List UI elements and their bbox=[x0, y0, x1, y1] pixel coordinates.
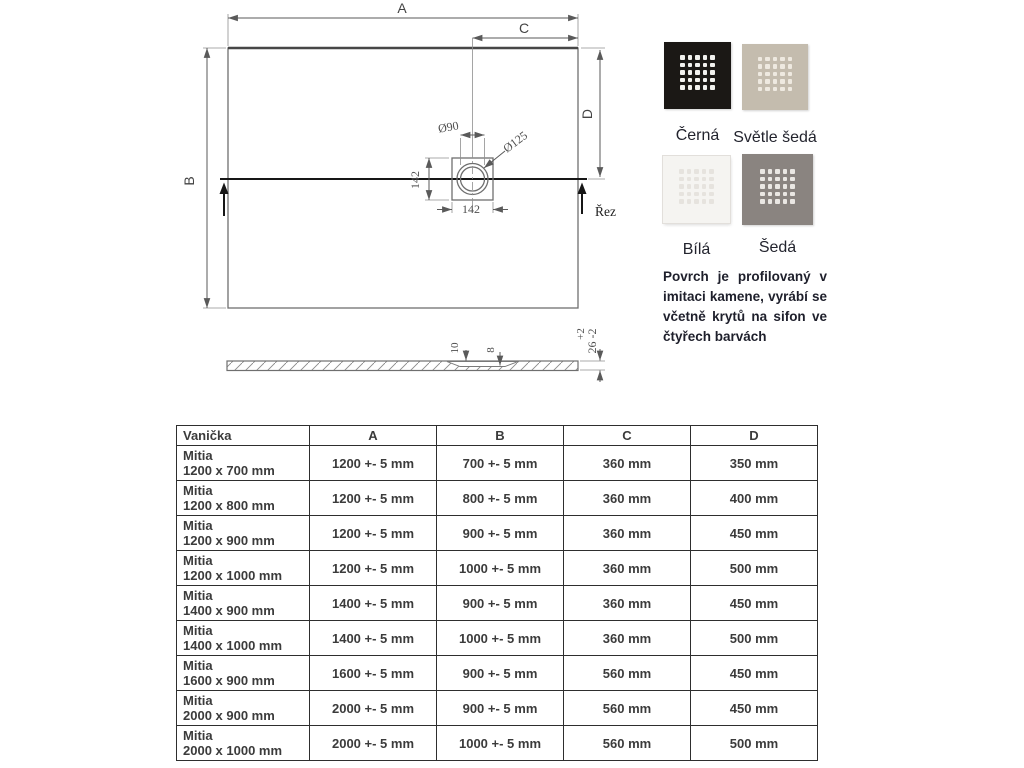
cell-c: 360 mm bbox=[564, 586, 691, 621]
color-swatch bbox=[742, 154, 813, 256]
cell-a: 2000 +- 5 mm bbox=[310, 691, 437, 726]
drain-holes-pattern bbox=[758, 57, 793, 92]
cell-a: 1200 +- 5 mm bbox=[310, 551, 437, 586]
cell-d: 500 mm bbox=[691, 621, 818, 656]
cell-a: 1400 +- 5 mm bbox=[310, 621, 437, 656]
model-name: Mitia bbox=[183, 553, 213, 568]
cell-d: 350 mm bbox=[691, 446, 818, 481]
model-name: Mitia bbox=[183, 518, 213, 533]
section-label: Řez bbox=[595, 204, 616, 219]
header-d: D bbox=[691, 426, 818, 446]
color-swatch bbox=[733, 44, 817, 146]
dim-label-d: D bbox=[579, 108, 595, 120]
cell-b: 900 +- 5 mm bbox=[437, 691, 564, 726]
cell-b: 800 +- 5 mm bbox=[437, 481, 564, 516]
cell-c: 360 mm bbox=[564, 446, 691, 481]
header-a: A bbox=[310, 426, 437, 446]
table-row bbox=[177, 586, 818, 621]
dim-label-c: C bbox=[518, 20, 530, 36]
table-row bbox=[177, 481, 818, 516]
cell-d: 500 mm bbox=[691, 726, 818, 761]
cell-c: 560 mm bbox=[564, 726, 691, 761]
section-slab bbox=[227, 361, 578, 371]
cell-d: 500 mm bbox=[691, 551, 818, 586]
drain-cover-preview bbox=[664, 42, 731, 109]
cell-b: 1000 +- 5 mm bbox=[437, 621, 564, 656]
cell-d: 450 mm bbox=[691, 656, 818, 691]
size-table bbox=[176, 425, 818, 761]
cell-a: 1600 +- 5 mm bbox=[310, 656, 437, 691]
cell-a: 1200 +- 5 mm bbox=[310, 481, 437, 516]
drain-box-width-label: 142 bbox=[462, 202, 480, 216]
profile-depth-outer-label: 10 bbox=[449, 342, 461, 354]
color-swatch bbox=[663, 156, 730, 258]
cell-d: 450 mm bbox=[691, 691, 818, 726]
drain-box-height-label: 142 bbox=[408, 171, 422, 189]
model-size: 1200 x 900 mm bbox=[183, 533, 275, 548]
cell-d: 450 mm bbox=[691, 516, 818, 551]
drain-holes-pattern bbox=[760, 169, 795, 204]
table-row bbox=[177, 446, 818, 481]
cell-b: 1000 +- 5 mm bbox=[437, 551, 564, 586]
cell-d: 450 mm bbox=[691, 586, 818, 621]
cell-b: 900 +- 5 mm bbox=[437, 586, 564, 621]
cell-c: 360 mm bbox=[564, 516, 691, 551]
model-size: 2000 x 900 mm bbox=[183, 708, 275, 723]
color-swatch bbox=[664, 42, 731, 144]
drain-holes-pattern bbox=[679, 169, 714, 204]
model-size: 2000 x 1000 mm bbox=[183, 743, 283, 758]
table-row bbox=[177, 551, 818, 586]
drain-cover-preview bbox=[742, 154, 813, 225]
cell-a: 2000 +- 5 mm bbox=[310, 726, 437, 761]
model-name: Mitia bbox=[183, 693, 213, 708]
dim-label-b: B bbox=[181, 176, 197, 186]
model-name: Mitia bbox=[183, 623, 213, 638]
model-size: 1400 x 900 mm bbox=[183, 603, 275, 618]
model-name: Mitia bbox=[183, 588, 213, 603]
table-row bbox=[177, 656, 818, 691]
model-name: Mitia bbox=[183, 448, 213, 463]
header-vanicka: Vanička bbox=[177, 426, 310, 446]
cell-c: 360 mm bbox=[564, 551, 691, 586]
cell-c: 360 mm bbox=[564, 621, 691, 656]
drain-inner-diameter-label: Ø90 bbox=[436, 118, 460, 136]
thickness-value-label: 26 -2 bbox=[585, 328, 599, 354]
color-name: Bílá bbox=[682, 241, 711, 258]
cell-b: 900 +- 5 mm bbox=[437, 656, 564, 691]
model-size: 1200 x 1000 mm bbox=[183, 568, 283, 583]
table-row bbox=[177, 516, 818, 551]
cell-a: 1200 +- 5 mm bbox=[310, 446, 437, 481]
dim-label-a: A bbox=[397, 0, 407, 16]
table-row bbox=[177, 726, 818, 761]
section-drain-recess bbox=[447, 362, 518, 367]
table-row bbox=[177, 621, 818, 656]
model-size: 1200 x 800 mm bbox=[183, 498, 275, 513]
table-row bbox=[177, 691, 818, 726]
table-header-row bbox=[177, 426, 818, 446]
color-name: Černá bbox=[675, 127, 720, 144]
size-table-body bbox=[177, 446, 818, 761]
header-c: C bbox=[564, 426, 691, 446]
surface-description: Povrch je profilovaný v imitaci kamene, vyrábí se včetně krytů na sifon ve čtyřech barvách bbox=[663, 269, 827, 344]
drain-holes-pattern bbox=[680, 55, 715, 90]
model-name: Mitia bbox=[183, 483, 213, 498]
model-size: 1200 x 700 mm bbox=[183, 463, 275, 478]
color-name: Světle šedá bbox=[733, 129, 817, 146]
cell-c: 360 mm bbox=[564, 481, 691, 516]
thickness-tolerance-plus-label: +2 bbox=[575, 328, 587, 340]
drain-cover-preview bbox=[742, 44, 808, 110]
header-b: B bbox=[437, 426, 564, 446]
model-name: Mitia bbox=[183, 728, 213, 743]
drain-cover-preview bbox=[663, 156, 730, 223]
cell-a: 1200 +- 5 mm bbox=[310, 516, 437, 551]
color-name: Šedá bbox=[758, 239, 797, 256]
cell-d: 400 mm bbox=[691, 481, 818, 516]
model-name: Mitia bbox=[183, 658, 213, 673]
model-size: 1600 x 900 mm bbox=[183, 673, 275, 688]
cell-b: 1000 +- 5 mm bbox=[437, 726, 564, 761]
drain-outer-diameter-label: Ø125 bbox=[500, 128, 531, 156]
cell-b: 700 +- 5 mm bbox=[437, 446, 564, 481]
cell-a: 1400 +- 5 mm bbox=[310, 586, 437, 621]
color-swatches bbox=[0, 0, 1024, 300]
cell-c: 560 mm bbox=[564, 691, 691, 726]
cell-b: 900 +- 5 mm bbox=[437, 516, 564, 551]
profile-depth-inner-label: 8 bbox=[485, 347, 497, 353]
cell-c: 560 mm bbox=[564, 656, 691, 691]
model-size: 1400 x 1000 mm bbox=[183, 638, 283, 653]
